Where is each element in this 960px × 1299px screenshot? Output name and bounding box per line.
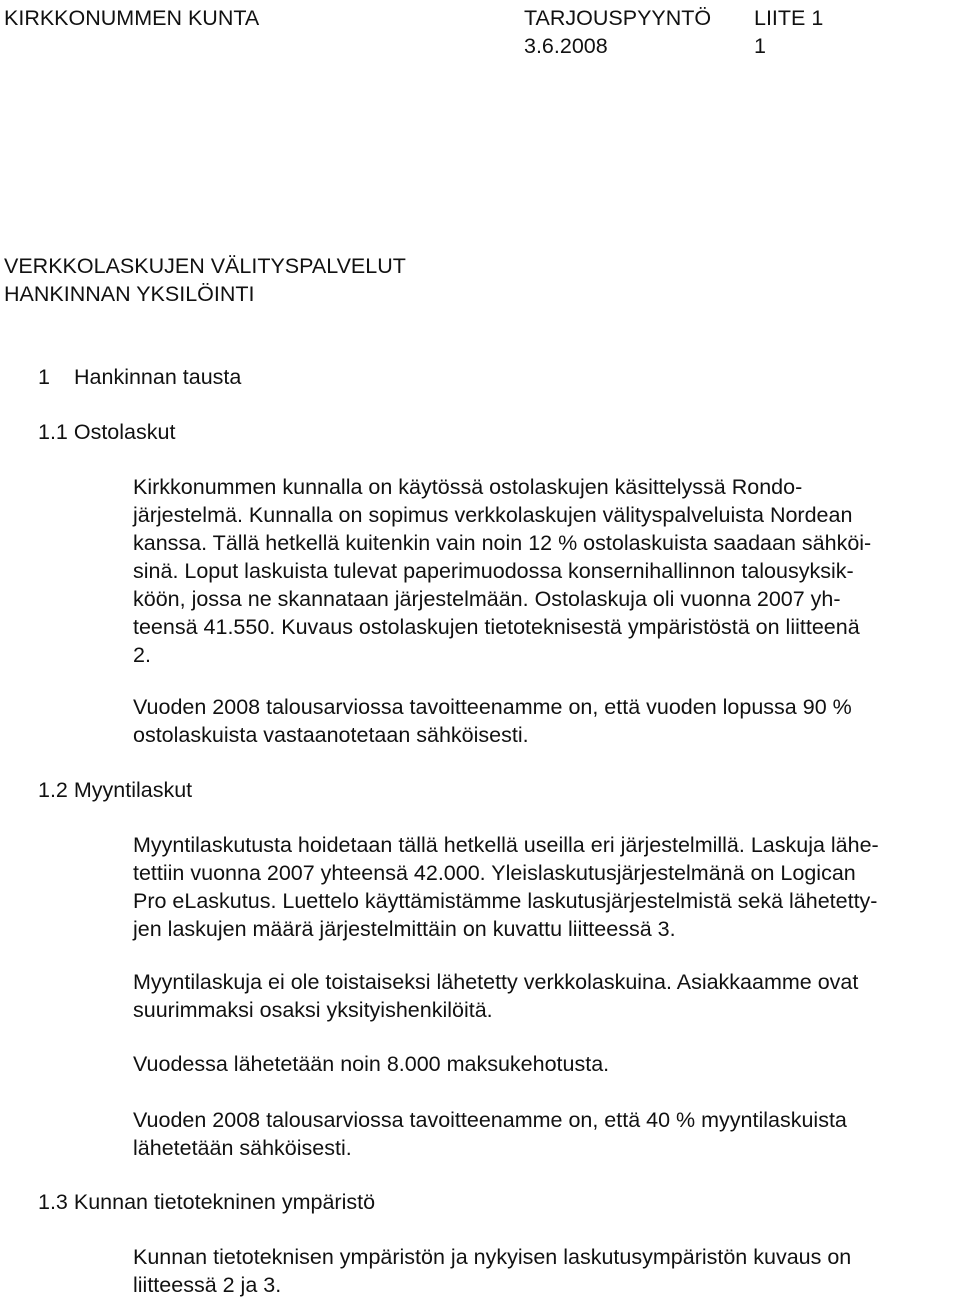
text-line: Vuodessa lähetetään noin 8.000 maksukehotusta.: [133, 1052, 610, 1076]
myyntilaskut-paragraph-1: [133, 831, 879, 943]
text-line: Vuoden 2008 talousarviossa tavoitteenamme on, että 40 % myyntilaskuista: [133, 1108, 847, 1132]
text-line: Pro eLaskutus. Luettelo käyttämistämme laskutusjärjestelmistä sekä lähetetty-: [133, 889, 878, 913]
text-line: Vuoden 2008 talousarviossa tavoitteenamme on, että vuoden lopussa 90 %: [133, 695, 852, 719]
text-line: järjestelmä. Kunnalla on sopimus verkkolaskujen välityspalveluista Nordean: [133, 503, 853, 527]
header-date: 3.6.2008: [524, 34, 608, 58]
text-line: sinä. Loput laskuista tulevat paperimuodossa konsernihallinnon talousyksik-: [133, 559, 854, 583]
text-line: teensä 41.550. Kuvaus ostolaskujen tietoteknisestä ympäristöstä on liitteenä: [133, 615, 860, 639]
section-1-title: Hankinnan tausta: [74, 365, 242, 389]
myyntilaskut-paragraph-2: [133, 968, 858, 1024]
text-line: köön, jossa ne skannataan järjestelmään. Ostolaskuja oli vuonna 2007 yh-: [133, 587, 841, 611]
ostolaskut-paragraph-2: [133, 693, 852, 749]
text-line: liitteessä 2 ja 3.: [133, 1273, 282, 1297]
text-line: jen laskujen määrä järjestelmittäin on kuvattu liitteessä 3.: [133, 917, 676, 941]
header-page-number: 1: [754, 34, 766, 58]
text-line: Myyntilaskutusta hoidetaan tällä hetkellä useilla eri järjestelmillä. Laskuja lähe-: [133, 833, 879, 857]
section-1-3-heading: 1.3 Kunnan tietotekninen ympäristö: [38, 1190, 376, 1214]
myyntilaskut-paragraph-3: [133, 1050, 609, 1078]
myyntilaskut-paragraph-4: [133, 1106, 847, 1162]
text-line: Myyntilaskuja ei ole toistaiseksi lähetetty verkkolaskuina. Asiakkaamme ovat: [133, 970, 859, 994]
header-organization: KIRKKONUMMEN KUNTA: [4, 6, 260, 30]
text-line: ostolaskuista vastaanotetaan sähköisesti.: [133, 723, 529, 747]
header-doc-type: TARJOUSPYYNTÖ: [524, 6, 712, 30]
ostolaskut-paragraph-1: [133, 473, 871, 669]
document-title-line2: HANKINNAN YKSILÖINTI: [4, 282, 255, 306]
ymparisto-paragraph-1: [133, 1243, 851, 1299]
text-line: suurimmaksi osaksi yksityishenkilöitä.: [133, 998, 493, 1022]
header-appendix: LIITE 1: [754, 6, 824, 30]
section-1-1-heading: 1.1 Ostolaskut: [38, 420, 176, 444]
text-line: Kunnan tietoteknisen ympäristön ja nykyisen laskutusympäristön kuvaus on: [133, 1245, 852, 1269]
text-line: tettiin vuonna 2007 yhteensä 42.000. Yleislaskutusjärjestelmänä on Logican: [133, 861, 856, 885]
text-line: lähetetään sähköisesti.: [133, 1136, 352, 1160]
text-line: 2.: [133, 643, 151, 667]
text-line: Kirkkonummen kunnalla on käytössä ostolaskujen käsittelyssä Rondo-: [133, 475, 803, 499]
text-line: kanssa. Tällä hetkellä kuitenkin vain noin 12 % ostolaskuista saadaan sähköi-: [133, 531, 872, 555]
document-title-line1: VERKKOLASKUJEN VÄLITYSPALVELUT: [4, 254, 406, 278]
section-1-number: 1: [38, 365, 50, 389]
section-1-2-heading: 1.2 Myyntilaskut: [38, 778, 193, 802]
